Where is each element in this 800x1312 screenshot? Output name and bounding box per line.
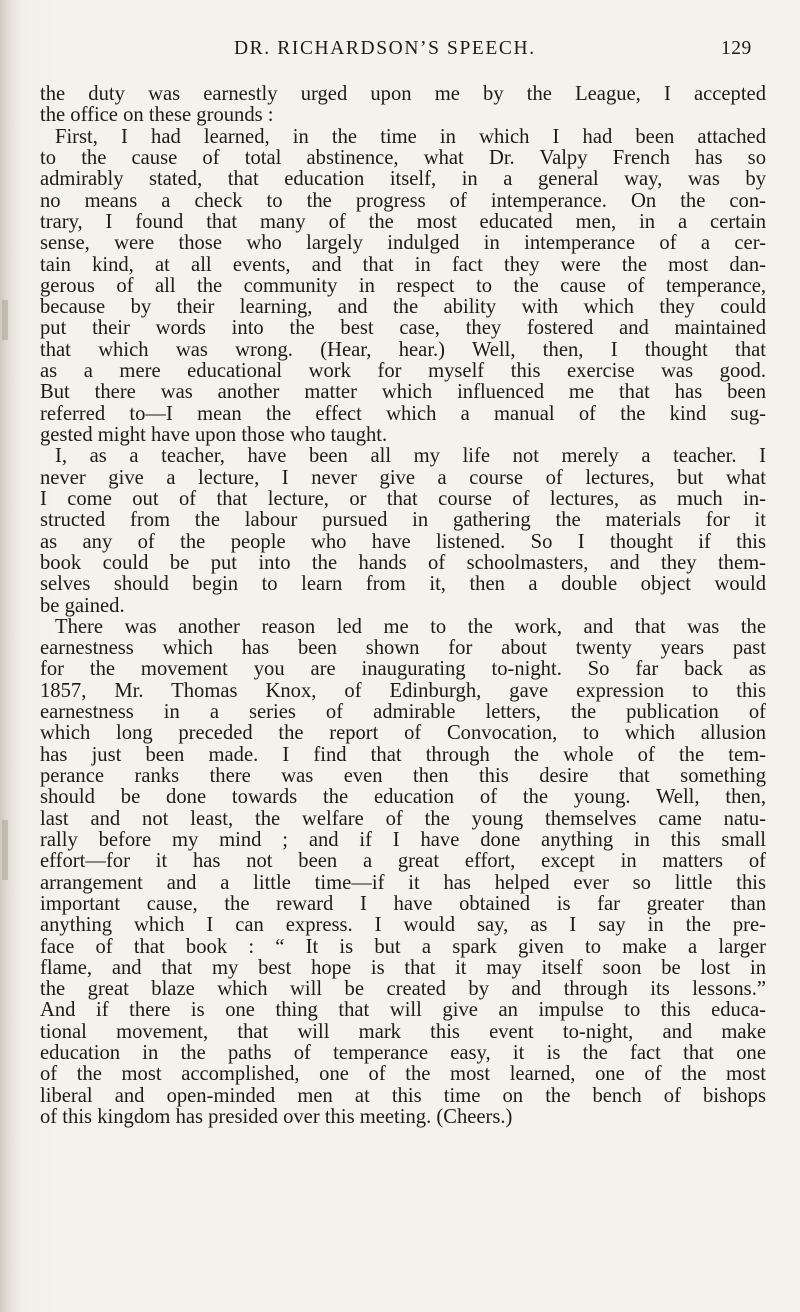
text-line: the duty was earnestly urged upon me by the League, I accepted	[40, 83, 766, 105]
text-line: gerous of all the community in respect to the cause of temperance,	[40, 274, 766, 297]
text-line: earnestness which has been shown for about twenty years past	[40, 637, 766, 660]
text-line: I come out of that lecture, or that course of lectures, as much in-	[40, 487, 766, 510]
text-line: There was another reason led me to the work, and that was the	[55, 615, 766, 638]
text-line: for the movement you are inaugurating to-night. So far back as	[40, 658, 766, 681]
text-line: admirably stated, that education itself, in a general way, was by	[40, 168, 766, 191]
text-line: the office on these grounds :	[40, 104, 274, 127]
text-line: effort—for it has not been a great effort, except in matters of	[40, 850, 766, 873]
text-line: that which was wrong. (Hear, hear.) Well, then, I thought that	[40, 338, 766, 361]
running-title: DR. RICHARDSON’S SPEECH.	[234, 38, 536, 59]
text-line: But there was another matter which influenced me that has been	[40, 381, 766, 404]
text-line: book could be put into the hands of schoolmasters, and they them-	[40, 551, 766, 574]
text-line: of the most accomplished, one of the most learned, one of the most	[40, 1063, 766, 1086]
text-line: tional movement, that will mark this event to-night, and make	[40, 1020, 766, 1043]
text-line: because by their learning, and the ability with which they could	[40, 296, 766, 319]
text-line: I, as a teacher, have been all my life not merely a teacher. I	[55, 445, 766, 468]
text-line: to the cause of total abstinence, what Dr. Valpy French has so	[40, 146, 766, 169]
text-line: never give a lecture, I never give a course of lectures, but what	[40, 466, 766, 489]
text-line: important cause, the reward I have obtained is far greater than	[40, 892, 766, 915]
page-gutter-mark	[2, 300, 8, 340]
text-line: gested might have upon those who taught.	[40, 424, 388, 446]
text-line: as any of the people who have listened. So I thought if this	[40, 530, 766, 553]
text-line: last and not least, the welfare of the young themselves came natu-	[40, 807, 766, 830]
text-line: rally before my mind ; and if I have done anything in this small	[40, 828, 766, 851]
text-line: referred to—I mean the effect which a manual of the kind sug-	[40, 402, 766, 425]
text-line: the great blaze which will be created by and through its lessons.”	[40, 978, 766, 1001]
text-line: First, I had learned, in the time in which I had been attached	[55, 125, 766, 148]
text-line: sense, were those who largely indulged in intemperance of a cer-	[40, 232, 766, 255]
page-number: 129	[721, 38, 752, 59]
text-line: has just been made. I find that through the whole of the tem-	[40, 743, 766, 766]
text-line: of this kingdom has presided over this meeting. (Cheers.)	[40, 1106, 513, 1128]
text-line: trary, I found that many of the most educated men, in a certain	[40, 210, 766, 233]
text-line: perance ranks there was even then this desire that something	[40, 765, 766, 787]
text-line: face of that book : “ It is but a spark given to make a larger	[40, 935, 766, 958]
text-line: should be done towards the education of the young. Well, then,	[40, 786, 766, 809]
text-line: which long preceded the report of Convocation, to which allusion	[40, 722, 766, 745]
text-line: arrangement and a little time—if it has helped ever so little this	[40, 871, 766, 894]
text-line: put their words into the best case, they fostered and maintained	[40, 317, 766, 340]
text-line: liberal and open-minded men at this time on the bench of bishops	[40, 1084, 766, 1107]
page-header	[0, 38, 800, 68]
text-line: And if there is one thing that will give an impulse to this educa-	[40, 999, 766, 1022]
text-line: earnestness in a series of admirable letters, the publication of	[40, 701, 766, 724]
text-line: education in the paths of temperance easy, it is the fact that one	[40, 1042, 766, 1065]
text-line: selves should begin to learn from it, then a double object would	[40, 573, 766, 596]
text-line: tain kind, at all events, and that in fact they were the most dan-	[40, 253, 766, 276]
text-line: anything which I can express. I would say, as I say in the pre-	[40, 914, 766, 937]
text-line: flame, and that my best hope is that it may itself soon be lost in	[40, 956, 766, 979]
text-line: be gained.	[40, 594, 125, 617]
text-line: as a mere educational work for myself this exercise was good.	[40, 360, 766, 383]
text-line: 1857, Mr. Thomas Knox, of Edinburgh, gave expression to this	[40, 679, 766, 702]
text-line: structed from the labour pursued in gathering the materials for it	[40, 509, 766, 532]
body-text	[40, 84, 766, 1128]
text-line: no means a check to the progress of intemperance. On the con-	[40, 189, 766, 212]
page-gutter-mark	[2, 820, 8, 880]
